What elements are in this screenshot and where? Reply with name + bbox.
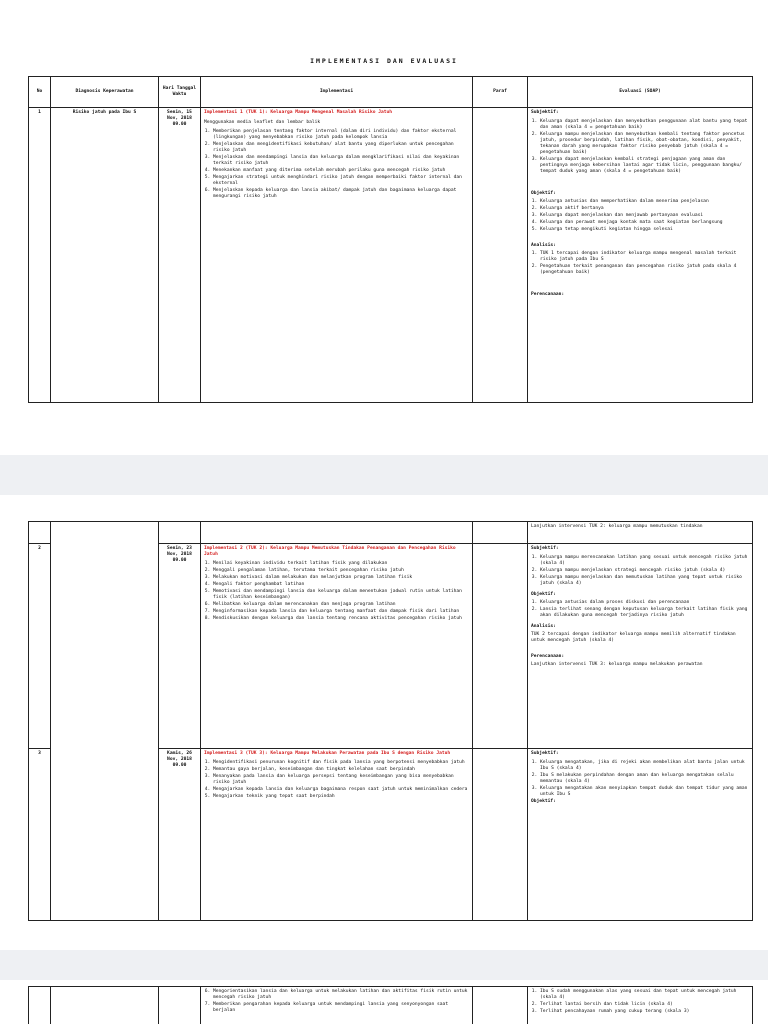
header-evaluasi: Evaluasi (SOAP)	[528, 77, 753, 108]
subjektif-label: Subjektif:	[531, 751, 559, 756]
header-waktu: Hari Tanggal Waktu	[159, 77, 201, 108]
row1-subjektif-list	[531, 119, 749, 175]
list-item: 2. Pengetahuan terkait penanganan dan pencegahan risiko jatuh pada skala 4 (pengetahuan baik)	[540, 264, 749, 276]
row2-no: 2	[29, 544, 51, 749]
row2-objektif-list	[531, 600, 749, 619]
header-no: No	[29, 77, 51, 108]
p2-cont-paraf	[473, 522, 528, 544]
objektif-label: Objektif:	[531, 799, 556, 804]
document-title: IMPLEMENTASI DAN EVALUASI	[310, 57, 458, 65]
list-item: 7. Menginformasikan kepada lansia dan keluarga tentang manfaat dan dampak fisik dari latihan	[213, 609, 469, 615]
row2-implementasi	[201, 544, 473, 749]
list-item: 4. Menekankan manfaat yang diterima setelah merubah perilaku guna mencegah risiko jatuh	[213, 168, 469, 174]
row1-objektif-list	[531, 199, 749, 233]
list-item: 2. Memantau gaya berjalan, keseimbangan dan tingkat kelelahan saat berpindah	[213, 767, 469, 773]
header-implementasi: Implementasi	[201, 77, 473, 108]
row1-impl-list	[204, 129, 469, 200]
list-item: 1. Keluarga antusias dan memperhatikan dalam menerima penjelasan	[540, 199, 749, 205]
list-item: 7. Memberikan pengarahan kepada keluarga untuk mendampingi lansia yang senyonyongan saat berjalan	[213, 1002, 469, 1014]
list-item: 4. Keluarga dan perawat menjaga kontak mata saat kegiatan berlangsung	[540, 220, 749, 226]
list-item: 2. Keluarga aktif bertanya	[540, 206, 749, 212]
list-item: 3. Keluarga dapat menjelaskan kembali strategi penjagaan yang aman dan pentingnya menjaga kebersihan lantai agar tidak licin, penggunaan bangku/ tempat duduk yang aman (skala 4 = pengetahuan baik)	[540, 157, 749, 175]
row1-evaluasi	[528, 108, 753, 403]
p3-diagnosis	[51, 987, 159, 1024]
list-item: 1. TUK 1 tercapai dengan indikator keluarga mampu mengenal masalah terkait risiko jatuh pada Ibu S	[540, 251, 749, 263]
perencanaan-label: Perencanaan:	[531, 654, 565, 659]
analisis-label: Analisis:	[531, 624, 556, 629]
row1-analisis-list	[531, 251, 749, 276]
list-item: 6. Mengorientasikan lansia dan keluarga untuk melakukan latihan dan aktifitas fisik rutin untuk mencegah risiko jatuh	[213, 989, 469, 1001]
list-item: 2. Menggali pengalaman latihan, terutama terkait pencegahan risiko jatuh	[213, 568, 469, 574]
subjektif-label: Subjektif:	[531, 110, 559, 115]
p3-evaluasi	[528, 987, 753, 1024]
list-item: 3. Melakukan motivasi dalam melakukan dan melanjutkan program latihan fisik	[213, 575, 469, 581]
list-item: 3. Menjelaskan dan mendampingi lansia dan keluarga dalam mengklarifikasi nilai dan keyakinan terkait risiko jatuh	[213, 155, 469, 167]
list-item: 6. Melibatkan keluarga dalam merencanakan dan menjaga program latihan	[213, 602, 469, 608]
list-item: 3. Menanyakan pada lansia dan keluarga persepsi tentang keseimbangan yang bisa menyebabkan risiko jatuh	[213, 774, 469, 786]
row1-waktu: Senin, 15 Nov, 2018 09.00	[159, 108, 201, 403]
header-diagnosis: Diagnosis Keperawatan	[51, 77, 159, 108]
row3-waktu: Kamis, 26 Nov, 2018 09.00	[159, 749, 201, 921]
list-item: 1. Keluarga dapat menjelaskan dan menyebutkan penggunaan alat bantu yang tepat dan aman (skala 4 = pengetahuan baik)	[540, 119, 749, 131]
row3-no: 3	[29, 749, 51, 921]
p2-cont-impl	[201, 522, 473, 544]
list-item: 3. Keluarga dapat menjelaskan dan menjawab pertanyaan evaluasi	[540, 213, 749, 219]
list-item: 2. Lansia terlihat senang dengan keputusan keluarga terkait latihan fisik yang akan dilakukan guna mencegah terjadinya risiko jatuh	[540, 607, 749, 619]
p3-paraf	[473, 987, 528, 1024]
row3-evaluasi	[528, 749, 753, 921]
objektif-label: Objektif:	[531, 592, 556, 597]
row2-waktu: Senin, 23 Nov, 2018 09.00	[159, 544, 201, 749]
row2-subjektif-list	[531, 555, 749, 587]
list-item: 1. Memberikan penjelasan tentang faktor internal (dalam diri individu) dan faktor eksternal (lingkungan) yang menyebabkan risiko jatuh pada kelompok lansia	[213, 129, 469, 141]
row3-subjektif-list	[531, 760, 749, 798]
list-item: 1. Keluarga mampu merencanakan latihan yang sesuai untuk mencegah risiko jatuh (skala 4)	[540, 555, 749, 567]
perencanaan-label: Perencanaan:	[531, 292, 565, 297]
list-item: 2. Terlihat lantai bersih dan tidak licin (skala 4)	[540, 1002, 749, 1008]
row1-impl-intro: Menggunakan media leaflet dan lembar balik	[204, 120, 321, 125]
row2-evaluasi	[528, 544, 753, 749]
row2-analisis: TUK 2 tercapai dengan indikator keluarga mampu memilih alternatif tindakan untuk mencegah jatuh (skala 4)	[531, 632, 736, 643]
row2-impl-title: Implementasi 2 (TUK 2): Keluarga Mampu Memutuskan Tindakan Penanganan dan Pencegahan Risiko Jatuh	[204, 546, 456, 557]
list-item: 5. Mengajarkan teknik yang tepat saat berpindah	[213, 794, 469, 800]
list-item: 5. Memotivasi dan mendampingi lansia dan keluarga dalam menentukan jadwal rutin untuk latihan fisik (latihan keseimbangan)	[213, 589, 469, 601]
list-item: 3. Keluarga mampu menjelaskan dan memutuskan latihan yang tepat untuk risiko jatuh (skala 4)	[540, 575, 749, 587]
list-item: 1. Menilai keyakinan individu terkait latihan fisik yang dilakukan	[213, 561, 469, 567]
p3-impl-list	[204, 989, 469, 1014]
page-gap-1	[0, 455, 768, 495]
p2-lanjutan: Lanjutkan intervensi TUK 2: keluarga mampu memutuskan tindakan	[528, 522, 753, 544]
list-item: 2. Keluarga mampu menjelaskan strategi mencegah risiko jatuh (skala 4)	[540, 568, 749, 574]
evaluation-table-page-2	[28, 521, 753, 921]
list-item: 1. Keluarga mengatakan, jika di rejeki akan membelikan alat bantu jalan untuk Ibu S (skala 4)	[540, 760, 749, 772]
list-item: 2. Ibu S melakukan perpindahan dengan aman dan keluarga mengatakan selalu memantau (skala 4)	[540, 773, 749, 785]
evaluation-table-page-3	[28, 986, 753, 1024]
row2-paraf	[473, 544, 528, 749]
evaluation-table-page-1	[28, 76, 753, 403]
list-item: 1. Keluarga antusias dalam proses diskusi dan perencanaan	[540, 600, 749, 606]
list-item: 3. Keluarga mengatakan akan menyiapkan tempat duduk dan tempat tidur yang aman untuk Ibu S	[540, 786, 749, 798]
p2-cont-no	[29, 522, 51, 544]
row1-no: 1	[29, 108, 51, 403]
list-item: 3. Terlihat pencahayaan rumah yang cukup terang (skala 3)	[540, 1009, 749, 1015]
row3-implementasi	[201, 749, 473, 921]
row3-impl-list	[204, 760, 469, 800]
page-gap-2	[0, 950, 768, 980]
list-item: 5. Mengajarkan strategi untuk menghindari risiko jatuh dengan memperbaiki faktor internal dan eksternal	[213, 175, 469, 187]
p3-implementasi	[201, 987, 473, 1024]
p2-cont-waktu	[159, 522, 201, 544]
analisis-label: Analisis:	[531, 243, 556, 248]
row3-paraf	[473, 749, 528, 921]
header-paraf: Paraf	[473, 77, 528, 108]
row3-impl-title: Implementasi 3 (TUK 3): Keluarga Mampu Melakukan Perawatan pada Ibu S dengan Risiko Jatuh	[204, 751, 451, 756]
list-item: 2. Menjelaskan dan mengidentifikasi kebutuhan/ alat bantu yang diperlukan untuk pencegahan risiko jatuh	[213, 142, 469, 154]
list-item: 4. Mengali faktor penghambat latihan	[213, 582, 469, 588]
list-item: 5. Keluarga tetap mengikuti kegiatan hingga selesai	[540, 227, 749, 233]
row1-implementasi	[201, 108, 473, 403]
row2-perencanaan: Lanjutkan intervensi TUK 3: keluarga mampu melakukan perawatan	[531, 662, 703, 667]
row1-impl-title: Implementasi 1 (TUK 1): Keluarga Mampu Mengenal Masalah Risiko Jatuh	[204, 110, 393, 115]
list-item: 6. Menjelaskan kepada keluarga dan lansia akibat/ dampak jatuh dan bagaimana keluarga dapat mengurangi risiko jatuh	[213, 188, 469, 200]
list-item: 2. Keluarga mampu menjelaskan dan menyebutkan kembali tentang faktor pencetus jatuh, prosedur berpindah, latihan fisik, obat-obatan, kondisi, penyakit, tekanan darah yang merupakan faktor risiko penyebab jatuh (skala 4 = pengetahuan baik)	[540, 132, 749, 156]
list-item: 1. Mengidentifikasi penurunan kognitif dan fisik pada lansia yang berpotensi menyebabkan jatuh	[213, 760, 469, 766]
p3-no	[29, 987, 51, 1024]
objektif-label: Objektif:	[531, 191, 556, 196]
list-item: 4. Mengajarkan kepada lansia dan keluarga bagaimana respon saat jatuh untuk meminimalkan cedera	[213, 787, 469, 793]
list-item: 8. Mendiskusikan dengan keluarga dan lansia tentang rencana aktivitas pencegahan risiko jatuh	[213, 616, 469, 622]
p2-diagnosis	[51, 522, 159, 921]
row1-diagnosis: Risiko jatuh pada Ibu S	[51, 108, 159, 403]
p3-waktu	[159, 987, 201, 1024]
row1-paraf	[473, 108, 528, 403]
list-item: 1. Ibu S sudah menggunakan alas yang sesuai dan tepat untuk mencegah jatuh (skala 4)	[540, 989, 749, 1001]
row2-impl-list	[204, 561, 469, 622]
subjektif-label: Subjektif:	[531, 546, 559, 551]
p3-eval-list	[531, 989, 749, 1015]
